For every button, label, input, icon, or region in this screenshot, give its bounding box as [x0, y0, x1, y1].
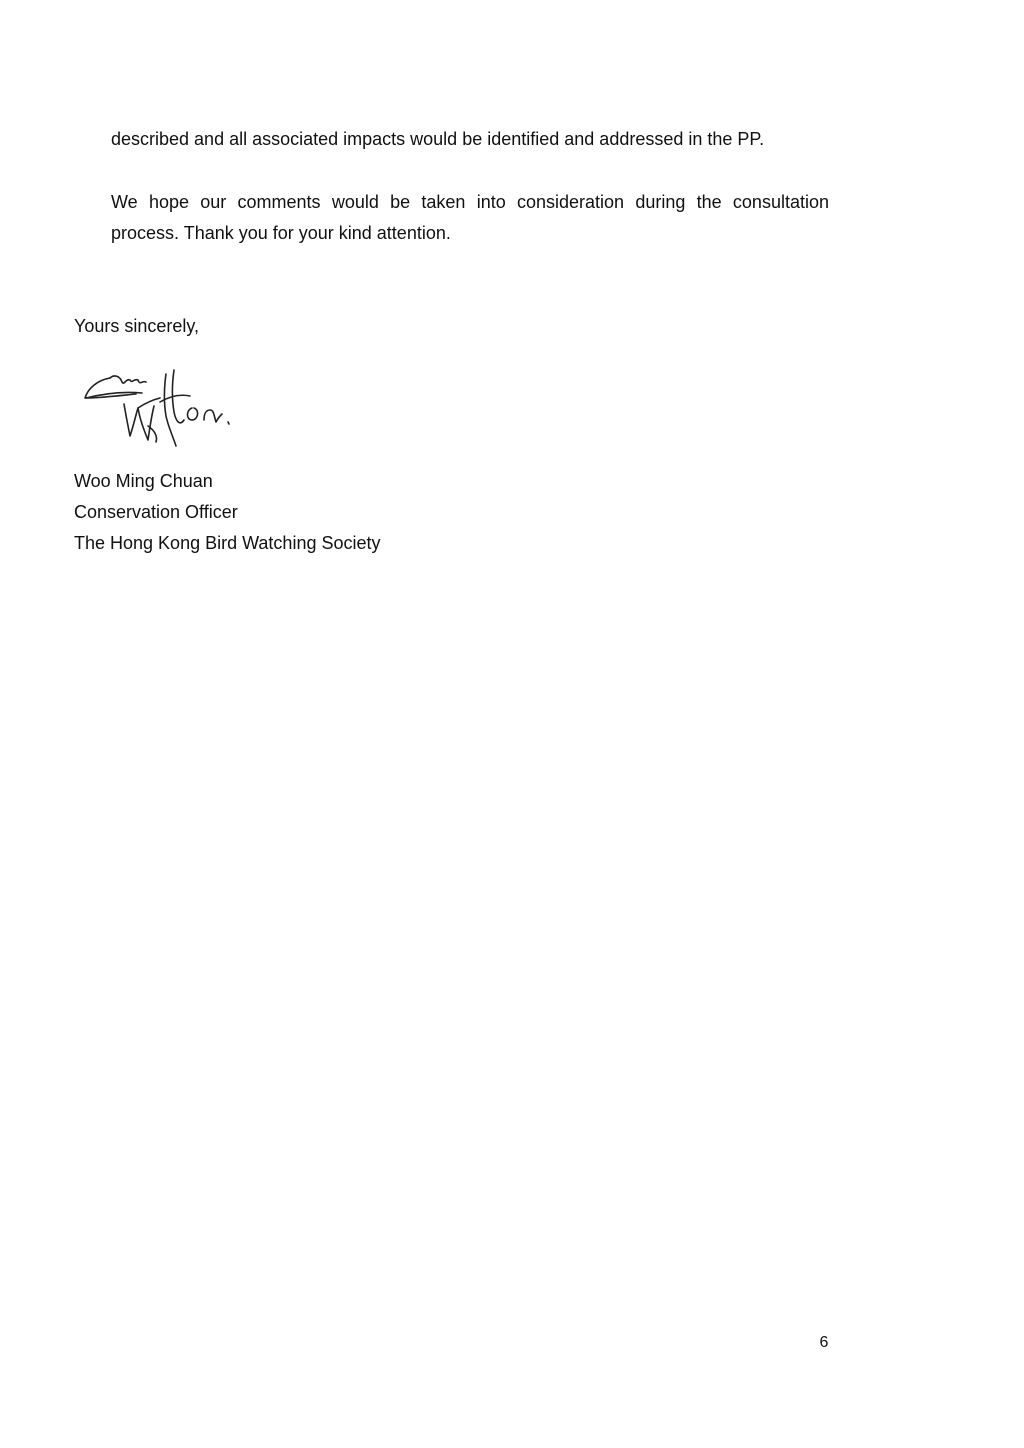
- signatory-name: Woo Ming Chuan: [74, 471, 213, 491]
- signatory-title: Conservation Officer: [74, 502, 238, 522]
- body-paragraph-continuation: described and all associated impacts would be identified and addressed in the PP.: [111, 129, 765, 149]
- closing-salutation: Yours sincerely,: [74, 316, 200, 336]
- signatory-organization: The Hong Kong Bird Watching Society: [74, 533, 381, 553]
- handwritten-signature: [80, 364, 240, 450]
- signature-block: [74, 466, 381, 559]
- body-paragraph-closing: We hope our comments would be taken into consideration during the consultation process. Thank you for your kind attention.: [111, 192, 829, 243]
- page-number: 6: [819, 1334, 829, 1351]
